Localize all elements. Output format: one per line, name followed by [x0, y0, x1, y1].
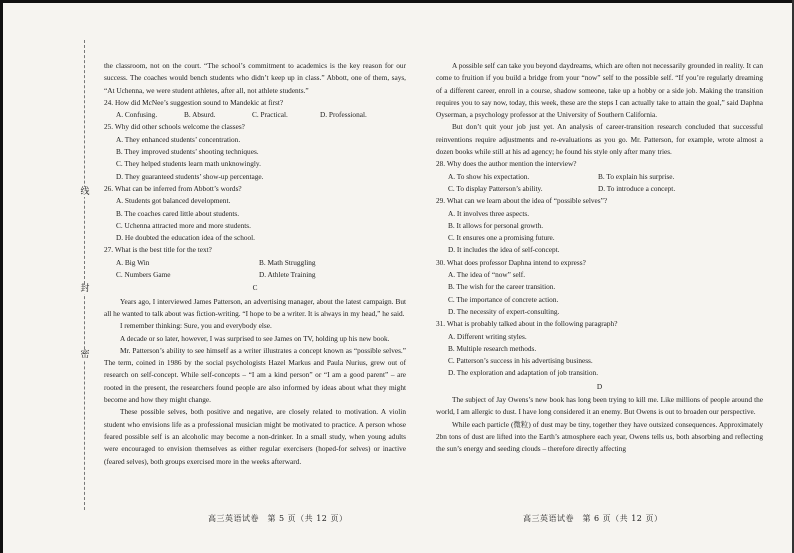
question-stem: 26. What can be inferred from Abbott’s words? — [104, 183, 242, 193]
option-c[interactable]: C. They helped students learn math unknowingly. — [116, 159, 261, 169]
question-stem: 28. Why does the author mention the interview? — [436, 159, 577, 169]
option-c[interactable]: C. The importance of concrete action. — [448, 294, 559, 304]
passage-c-paragraph-5: These possible selves, both positive and negative, are closely related to motivation. A violin student who envisions life as a professional musician might be motivated to practice. A person whose feared possible self is an alcoholic may become a non-drinker. In a small study, when young adults were encouraged to envision themselves as either regular exercisers (hoped-for selves) or inactive (feared selves), both groups exercised more in the weeks afterward. — [104, 407, 406, 466]
option-c[interactable]: C. Patterson’s success in his advertising business. — [448, 356, 593, 366]
page-footer-6: 高三英语试卷 第 6 页（共 12 页） — [523, 514, 663, 523]
passage-d-paragraph-1: The subject of Jay Owens’s new book has long been trying to kill me. Like millions of people around the world, I am allergic to dust. I have long considered it an enemy. But Owens is out to broaden our perspective. — [436, 395, 763, 417]
option-b[interactable]: B. Math Struggling — [259, 257, 316, 267]
option-b[interactable]: B. Absurd. — [184, 110, 216, 120]
binding-mark-secret: 密 — [80, 350, 90, 360]
option-b[interactable]: B. Multiple research methods. — [448, 343, 537, 353]
question-26 — [104, 183, 406, 244]
option-c[interactable]: C. Uchenna attracted more and more students. — [116, 220, 251, 230]
option-b[interactable]: B. The wish for the career transition. — [448, 282, 556, 292]
passage-c-paragraph-7: But don’t quit your job just yet. An analysis of career-transition research concluded that successful reinventions require adjustments and re-evaluations as you go. Mr. Patterson, for example, wrote almost a dozen books while still at his ad agency; he found his style only after many tries. — [436, 122, 763, 157]
passage-c-paragraph-3: A decade or so later, however, I was surprised to see James on TV, holding up his new book. — [120, 333, 390, 343]
page-6-column — [436, 60, 763, 456]
option-a[interactable]: A. Students got balanced development. — [116, 196, 231, 206]
option-d[interactable]: D. They guaranteed students’ show-up percentage. — [116, 171, 264, 181]
option-c[interactable]: C. Numbers Game — [116, 270, 171, 280]
page-footer-5: 高三英语试卷 第 5 页（共 12 页） — [208, 514, 348, 523]
page-5-column — [104, 60, 406, 468]
option-a[interactable]: A. It involves three aspects. — [448, 208, 530, 218]
option-row — [116, 257, 406, 269]
question-28 — [436, 158, 763, 195]
option-row — [448, 183, 763, 195]
binding-line — [84, 40, 85, 510]
section-heading-d: D — [596, 381, 603, 391]
question-stem: 29. What can we learn about the idea of “possible selves”? — [436, 196, 608, 206]
scan-border-top — [0, 0, 794, 3]
question-stem: 25. Why did other schools welcome the classes? — [104, 122, 245, 132]
passage-c-paragraph-6: A possible self can take you beyond daydreams, which are often not necessarily grounded in reality. It can come to fruition if you build a bridge from your “now” self to the possible self. “If you’re regularly dreaming of a different career, enroll in a course, shadow someone, take up a hobby or a side job. Making the transition requires you to say now, today, this week, these are the steps I can actually take to attain the goal,” said Daphna Oyserman, a psychology professor at the University of Southern California. — [436, 61, 763, 120]
question-25 — [104, 121, 406, 182]
option-b[interactable]: B. They improved students’ shooting techniques. — [116, 147, 259, 157]
passage-c-paragraph-4: Mr. Patterson’s ability to see himself as a writer illustrates a concept known as “possible selves.” The term, coined in 1986 by the social psychologists Hazel Markus and Paula Nurius, grew out of research on self-concept. While self-concepts – “I am a kind person” or “I am a good parent” – are rooted in the present, the researchers found people are also informed by ideas about what they might become and how they might change. — [104, 345, 406, 405]
question-24 — [104, 97, 406, 122]
question-stem: 31. What is probably talked about in the following paragraph? — [436, 319, 618, 329]
question-31 — [436, 318, 763, 379]
question-27 — [104, 244, 406, 281]
option-row — [116, 269, 406, 281]
option-a[interactable]: A. Different writing styles. — [448, 331, 527, 341]
option-b[interactable]: B. It allows for personal growth. — [448, 220, 544, 230]
passage-b-ending: the classroom, not on the court. “The school’s commitment to academics is the key reason for our success. The coaches would bench students who didn’t keep up in class.” Abbott, one of them, says, “At Uchenna, we were student athletes, after all, not athlete students.” — [104, 61, 407, 95]
binding-mark-seal: 封 — [80, 284, 90, 294]
option-d[interactable]: D. The necessity of expert-consulting. — [448, 306, 560, 316]
option-c[interactable]: C. It ensures one a promising future. — [448, 233, 555, 243]
binding-mark-line: 线 — [80, 187, 90, 197]
passage-c-paragraph-1: Years ago, I interviewed James Patterson, an advertising manager, about the latest campaign. But all he wanted to talk about was fiction-writing. “I hope to be a writer. It is always in my head,” he said. — [104, 296, 406, 318]
option-a[interactable]: A. Big Win — [116, 257, 150, 267]
question-stem: 30. What does professor Daphna intend to express? — [436, 257, 586, 267]
passage-d-paragraph-2: While each particle (微粒) of dust may be tiny, together they have outsized consequences. Approximately 2bn tons of dust are lifted into the Earth’s atmosphere each year, Owens tells us, both absorbing and reflecting the sun’s energy and seeding clouds – therefore directly affecting — [436, 419, 763, 454]
option-a[interactable]: A. Confusing. — [116, 110, 158, 120]
option-b[interactable]: B. To explain his surprise. — [598, 171, 675, 181]
question-29 — [436, 195, 763, 256]
passage-c-paragraph-2: I remember thinking: Sure, you and everybody else. — [120, 321, 272, 331]
question-30 — [436, 257, 763, 318]
question-stem: 27. What is the best title for the text? — [104, 245, 212, 255]
option-d[interactable]: D. Athlete Training — [259, 270, 316, 280]
option-d[interactable]: D. The exploration and adaptation of job transition. — [448, 368, 599, 378]
option-d[interactable]: D. It includes the idea of self-concept. — [448, 245, 560, 255]
option-d[interactable]: D. He doubted the education idea of the school. — [116, 233, 256, 243]
option-d[interactable]: D. Professional. — [320, 110, 367, 120]
option-b[interactable]: B. The coaches cared little about students. — [116, 208, 240, 218]
option-a[interactable]: A. To show his expectation. — [448, 171, 530, 181]
option-c[interactable]: C. To display Patterson’s ability. — [448, 183, 543, 193]
option-row — [448, 171, 763, 183]
section-heading-c: C — [252, 283, 258, 293]
question-stem: 24. How did McNee’s suggestion sound to Mandekic at first? — [104, 97, 284, 107]
option-a[interactable]: A. The idea of “now” self. — [448, 270, 526, 280]
option-c[interactable]: C. Practical. — [252, 110, 288, 120]
option-a[interactable]: A. They enhanced students’ concentration. — [116, 134, 241, 144]
scan-border-left — [0, 0, 3, 553]
option-d[interactable]: D. To introduce a concept. — [598, 183, 676, 193]
option-row — [116, 109, 406, 121]
